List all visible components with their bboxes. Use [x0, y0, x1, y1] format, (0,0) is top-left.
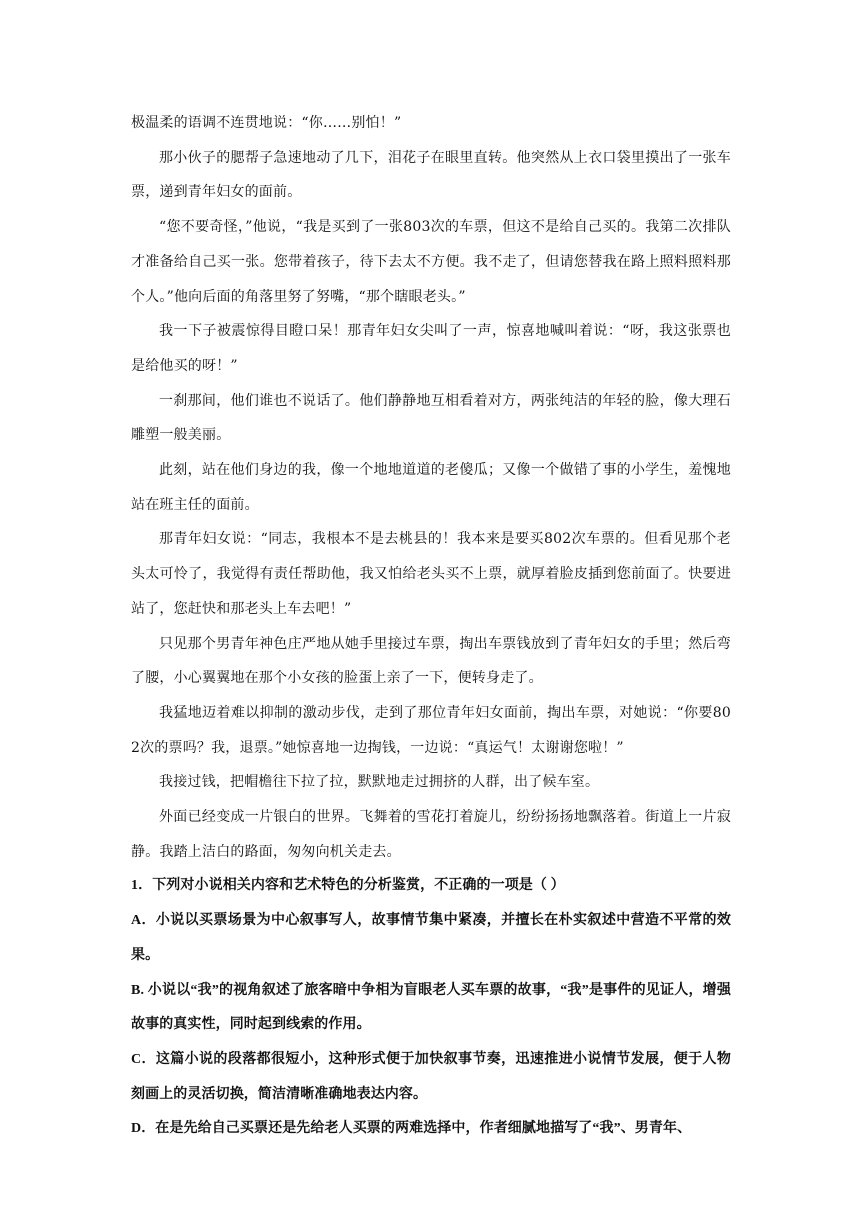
story-paragraph: 极温柔的语调不连贯地说：“你……别怕！” [131, 115, 402, 131]
story-paragraph: “您不要奇怪，”他说，“我是买到了一张803次的车票，但这不是给自己买的。我第二次排队才准备给自己买一张。您带着孩子，待下去太不方便。我不走了，但请您替我在路上照料照料那个人。”他向后面的角落里努了努嘴，“那个瞎眼老头。” [131, 219, 731, 305]
story-paragraph: 那小伙子的腮帮子急速地动了几下，泪花子在眼里直转。他突然从上衣口袋里摸出了一张车票，递到青年妇女的面前。 [131, 149, 731, 201]
story-paragraph: 我一下子被震惊得目瞪口呆！那青年妇女尖叫了一声，惊喜地喊叫着说：“呀，我这张票也是给他买的呀！” [131, 323, 731, 374]
story-paragraph: 我接过钱，把帽檐往下拉了拉，默默地走过拥挤的人群，出了候车室。 [159, 774, 600, 791]
question-option-d: D．在是先给自己买票还是先给老人买票的两难选择中，作者细腻地描写了“我”、男青年、 [131, 1121, 692, 1137]
question-option-a: A．小说以买票场景为中心叙事写人，故事情节集中紧凑，并擅长在朴实叙述中营造不平常的效果。 [131, 913, 731, 963]
question-option-c: C．这篇小说的段落都很短小，这种形式便于加快叙事节奏，迅速推进小说情节发展，便于人物刻画上的灵活切换，简洁清晰准确地表达内容。 [131, 1051, 731, 1102]
question-option-b: B. 小说以“我”的视角叙述了旅客暗中争相为盲眼老人买车票的故事，“我”是事件的见证人，增强故事的真实性，同时起到线索的作用。 [131, 982, 731, 1033]
story-paragraph: 外面已经变成一片银白的世界。飞舞着的雪花打着旋儿，纷纷扬扬地飘落着。街道上一片寂静。我踏上洁白的路面，匆匆向机关走去。 [131, 809, 731, 860]
story-paragraph: 那青年妇女说：“同志，我根本不是去桃县的！我本来是要买802次车票的。但看见那个老头太可怜了，我觉得有责任帮助他，我又怕给老头买不上票，就厚着脸皮插到您前面了。快要进站了，您赶快和那老头上车去吧！” [131, 531, 731, 617]
question-stem: 1．下列对小说相关内容和艺术特色的分析鉴赏，不正确的一项是（ ） [131, 878, 565, 894]
story-paragraph: 我猛地迈着难以抑制的激动步伐，走到了那位青年妇女面前，掏出车票，对她说：“你要802次的票吗？我，退票。”她惊喜地一边掏钱，一边说：“真运气！太谢谢您啦！” [131, 704, 731, 756]
story-paragraph: 只见那个男青年神色庄严地从她手里接过车票，掏出车票钱放到了青年妇女的手里；然后弯了腰，小心翼翼地在那个小女孩的脸蛋上亲了一下，便转身走了。 [131, 635, 731, 687]
document-body [131, 106, 731, 1147]
story-paragraph: 一刹那间，他们谁也不说话了。他们静静地互相看着对方，两张纯洁的年轻的脸，像大理石雕塑一般美丽。 [131, 392, 731, 444]
story-paragraph: 此刻，站在他们身边的我，像一个地地道道的老傻瓜；又像一个做错了事的小学生，羞愧地站在班主任的面前。 [131, 462, 731, 513]
